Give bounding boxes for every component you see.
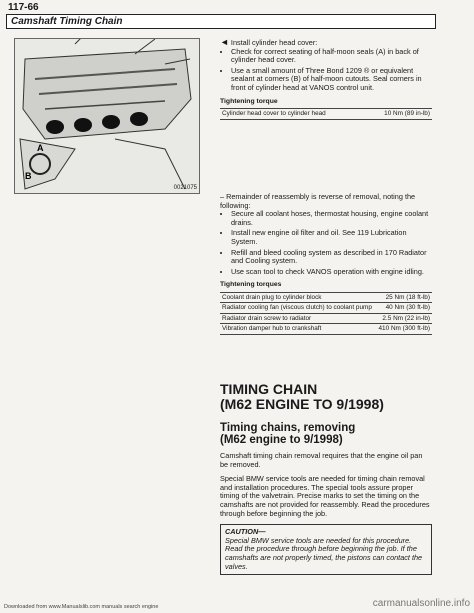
torque-table-2 <box>220 292 432 335</box>
watermark: carmanualsonline.info <box>372 598 470 609</box>
section-title: Camshaft Timing Chain <box>6 14 436 29</box>
page-number: 117-66 <box>8 2 39 13</box>
footer-download-note: Downloaded from www.Manualslib.com manuals search engine <box>4 604 159 610</box>
list-item: • Use a small amount of Three Bond 1209 ® or equivalent sealant at corners (B) of half-moon cutouts. Seal corners in front of cylinder head at VANOS control unit. <box>231 67 432 93</box>
list-item: • Install new engine oil filter and oil. See 119 Lubrication System. <box>231 229 432 246</box>
remainder-line: – Remainder of reassembly is reverse of removal, noting the following: <box>220 192 416 210</box>
caution-text: Special BMW service tools are needed for this procedure. Read the procedure through before beginning the job. If the camshafts are not properly timed, the pistons can contact the valves. <box>225 535 423 571</box>
sub-heading-1: Timing chains, removing <box>220 422 356 434</box>
intro-text: Install cylinder head cover: <box>230 38 318 47</box>
engine-figure <box>14 38 200 194</box>
timing-heading-1: TIMING CHAIN <box>220 381 318 397</box>
bullet-list-2 <box>220 210 432 276</box>
table-row <box>220 303 432 314</box>
paragraph-1: Camshaft timing chain removal requires that the engine oil pan be removed. <box>220 451 423 469</box>
torque-label: Radiator cooling fan (viscous clutch) to coolant pump <box>220 303 376 314</box>
svg-text:B: B <box>25 171 32 181</box>
paragraph-2: Special BMW service tools are needed for timing chain removal and installation procedures. The special tools assure proper timing of the valvetrain. Precise marks to set the timing on the camshafts are not provided for reassembly. Read the procedures through before beginning the job. <box>220 474 430 518</box>
caution-title: CAUTION— <box>225 527 266 537</box>
torque-value: 10 Nm (89 in-lb) <box>365 109 432 120</box>
torque-label: Vibration damper hub to crankshaft <box>220 324 376 335</box>
torque-value: 2.5 Nm (22 in-lb) <box>376 313 432 324</box>
content-column-bottom <box>220 382 432 575</box>
torque-table-1 <box>220 108 432 120</box>
remainder-text: Remainder of reassembly is reverse of removal, noting the following: <box>220 192 416 210</box>
list-item: • Secure all coolant hoses, thermostat housing, engine coolant drains. <box>231 210 432 227</box>
svg-text:A: A <box>37 143 44 153</box>
table-row <box>220 109 432 120</box>
sub-heading-2: (M62 engine to 9/1998) <box>220 434 343 446</box>
caution-box <box>220 524 432 575</box>
torque-label: Coolant drain plug to cylinder block <box>220 292 376 303</box>
torque-label: Radiator drain screw to radiator <box>220 313 376 324</box>
table-row <box>220 313 432 324</box>
torque-value: 410 Nm (300 ft-lb) <box>376 324 432 335</box>
torque-heading-2: Tightening torques <box>220 281 282 289</box>
bullet-list-1 <box>220 48 432 93</box>
list-item: • Use scan tool to check VANOS operation with engine idling. <box>231 268 432 277</box>
torque-label: Cylinder head cover to cylinder head <box>220 109 365 120</box>
step-arrow-icon: ◄ <box>220 37 229 47</box>
content-column-top <box>220 38 432 120</box>
torque-value: 40 Nm (30 ft-lb) <box>376 303 432 314</box>
content-column-mid <box>220 193 432 335</box>
table-row <box>220 292 432 303</box>
table-row <box>220 324 432 335</box>
list-item: • Refill and bleed cooling system as described in 170 Radiator and Cooling system. <box>231 249 432 266</box>
torque-value: 25 Nm (18 ft-lb) <box>376 292 432 303</box>
list-item: • Check for correct seating of half-moon seals (A) in back of cylinder head cover. <box>231 48 432 65</box>
figure-label: 0021075 <box>173 185 197 191</box>
torque-heading-1: Tightening torque <box>220 97 278 105</box>
timing-heading-2: (M62 ENGINE TO 9/1998) <box>220 396 384 412</box>
engine-illustration <box>15 39 199 193</box>
